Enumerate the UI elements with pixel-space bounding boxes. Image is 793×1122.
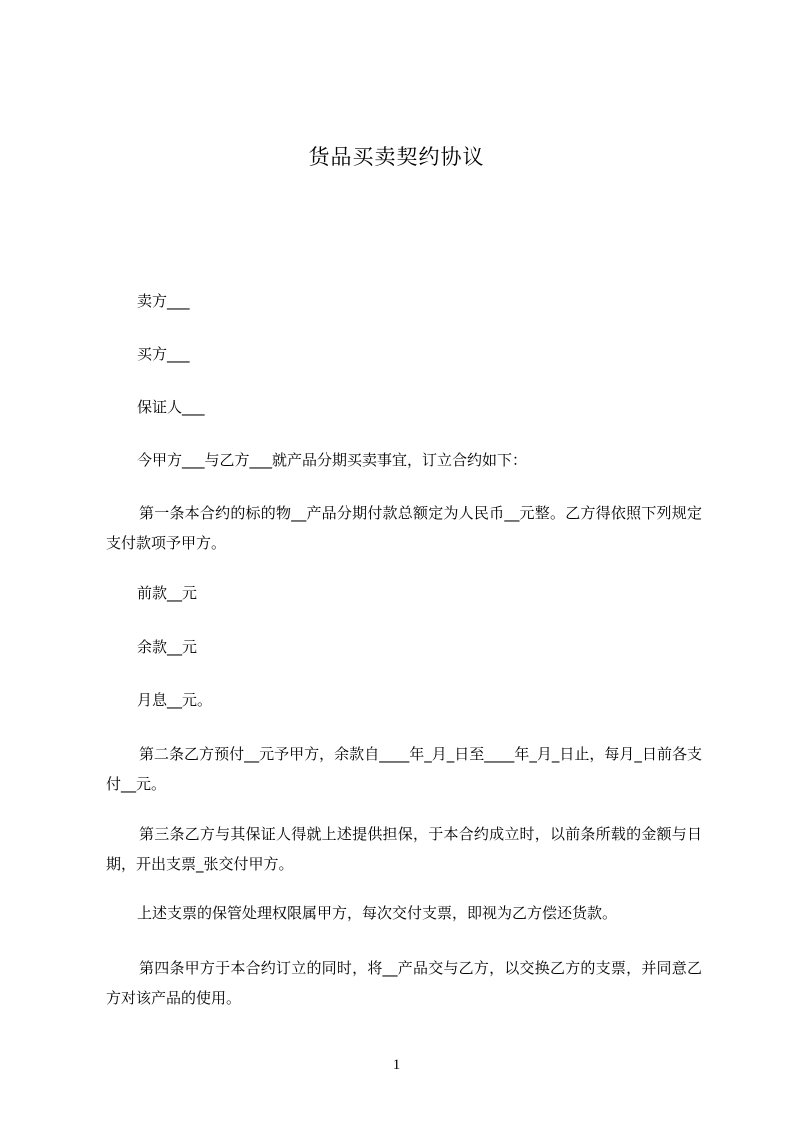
article-4-paragraph: 第四条甲方于本合约订立的同时，将__产品交与乙方，以交换乙方的支票，并同意乙方对该产品的使用。	[106, 959, 702, 1007]
article-3-paragraph: 第三条乙方与其保证人得就上述提供担保，于本合约成立时，以前条所载的金额与日期，开出支票_张交付甲方。	[106, 825, 702, 873]
article-1-paragraph: 第一条本合约的标的物__产品分期付款总额定为人民币__元整。乙方得依照下列规定支付款项予甲方。	[106, 504, 702, 552]
monthly-interest-line: 月息__元。	[137, 691, 213, 709]
page-number: 1	[392, 1057, 401, 1073]
guarantor-line: 保证人___	[137, 398, 205, 416]
document-title: 货品买卖契约协议	[308, 145, 485, 169]
preamble-paragraph: 今甲方___与乙方___就产品分期买卖事宜，订立合约如下：	[137, 451, 528, 469]
seller-line: 卖方___	[137, 292, 190, 310]
cheque-custody-paragraph: 上述支票的保管处理权限属甲方，每次交付支票，即视为乙方偿还货款。	[137, 904, 618, 922]
buyer-line: 买方___	[137, 345, 190, 363]
down-payment-line: 前款__元	[137, 584, 198, 602]
balance-line: 余款__元	[137, 638, 198, 656]
article-2-paragraph: 第二条乙方预付__元予甲方，余款自____年_月_日至____年_月_日止，每月_日前各支付__元。	[106, 745, 702, 793]
